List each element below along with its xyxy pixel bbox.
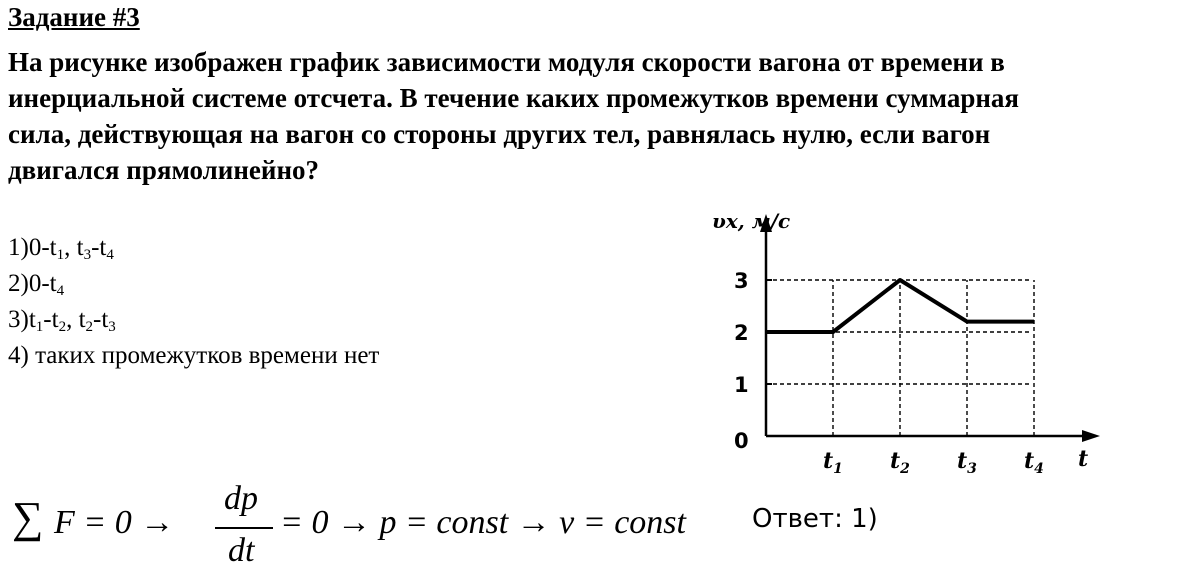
sum-symbol: ∑: [12, 493, 44, 542]
answer-text: Ответ: 1): [752, 504, 878, 534]
velocity-time-graph: [690, 200, 1110, 480]
question-line: сила, действующая на вагон со стороны других тел, равнялась нулю, если вагон: [8, 119, 991, 149]
x-tick-label: $t_1$: [823, 448, 843, 477]
y-tick-label: 3: [734, 269, 749, 293]
x-tick-label: $t_2$: [890, 448, 910, 477]
y-tick-label: 0: [734, 429, 749, 453]
answer-options: [8, 230, 379, 374]
question-line: двигался прямолинейно?: [8, 155, 320, 185]
formula-part: = 0 → p = const → v = const: [280, 504, 686, 541]
question-line: инерциальной системе отсчета. В течение каких промежутков времени суммарная: [8, 83, 1020, 113]
question-text: [8, 44, 1193, 188]
fraction-bar: [215, 527, 273, 529]
task-heading: Задание #3: [8, 2, 140, 32]
y-tick-label: 1: [734, 373, 749, 397]
y-tick-label: 2: [734, 321, 749, 345]
option-2: $2)0-t_4$: [8, 270, 65, 299]
fraction-denominator: dt: [228, 532, 255, 569]
x-tick-label: $t_4$: [1024, 448, 1044, 477]
y-axis-label: υx, м/с: [712, 209, 791, 233]
question-line: На рисунке изображен график зависимости модуля скорости вагона от времени в: [8, 47, 1005, 77]
option-4: 4) таких промежутков времени нет: [8, 342, 380, 369]
x-axis-label: t: [1078, 446, 1089, 472]
x-tick-label: $t_3$: [957, 448, 977, 477]
x-axis-arrow: [1082, 430, 1100, 442]
option-3: $3)t_1-t_2$, $t_2-t_3$: [8, 306, 116, 335]
fraction-numerator: dp: [224, 480, 258, 517]
formula-part: F = 0 →: [54, 504, 175, 541]
option-1: $1)0-t_1$, $t_3-t_4$: [8, 234, 114, 263]
